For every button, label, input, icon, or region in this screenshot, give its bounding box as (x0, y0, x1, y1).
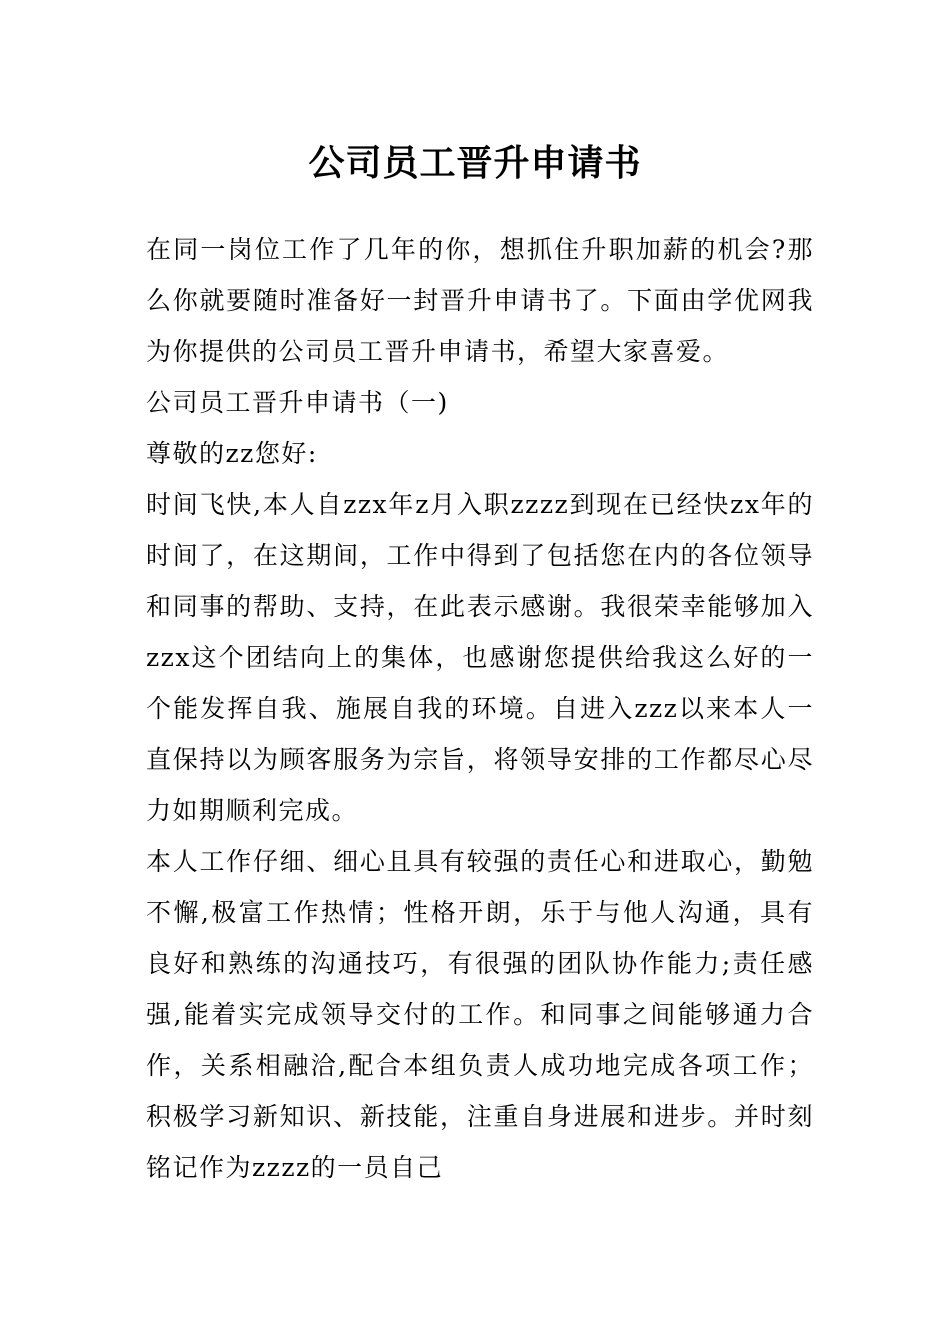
body-paragraph: 时间飞快,本人自zzx年z月入职zzzz到现在已经快zx年的时间了，在这期间，工作中得到了包括您在内的各位领导和同事的帮助、支持，在此表示感谢。我很荣幸能够加入zzx这个团结向上的集体，也感谢您提供给我这么好的一个能发挥自我、施展自我的环境。自进入zzz以来本人一直保持以为顾客服务为宗旨，将领导安排的工作都尽心尽力如期顺利完成。 (146, 490, 814, 825)
intro-paragraph: 在同一岗位工作了几年的你，想抓住升职加薪的机会?那么你就要随时准备好一封晋升申请书了。下面由学优网我为你提供的公司员工晋升申请书，希望大家喜爱。 (146, 235, 814, 366)
body-paragraph: 本人工作仔细、细心且具有较强的责任心和进取心，勤勉不懈,极富工作热情；性格开朗，乐于与他人沟通，具有良好和熟练的沟通技巧，有很强的团队协作能力;责任感强,能着实完成领导交付的工作。和同事之间能够通力合作，关系相融洽,配合本组负责人成功地完成各项工作；积极学习新知识、新技能，注重自身进展和进步。并时刻铭记作为zzzz的一员自己 (146, 847, 814, 1182)
document-body (146, 224, 814, 1193)
salutation: 尊敬的zz您好: (146, 439, 318, 468)
section-heading: 公司员工晋升申请书（一) (146, 388, 449, 417)
document-title: 公司员工晋升申请书 (308, 143, 642, 184)
